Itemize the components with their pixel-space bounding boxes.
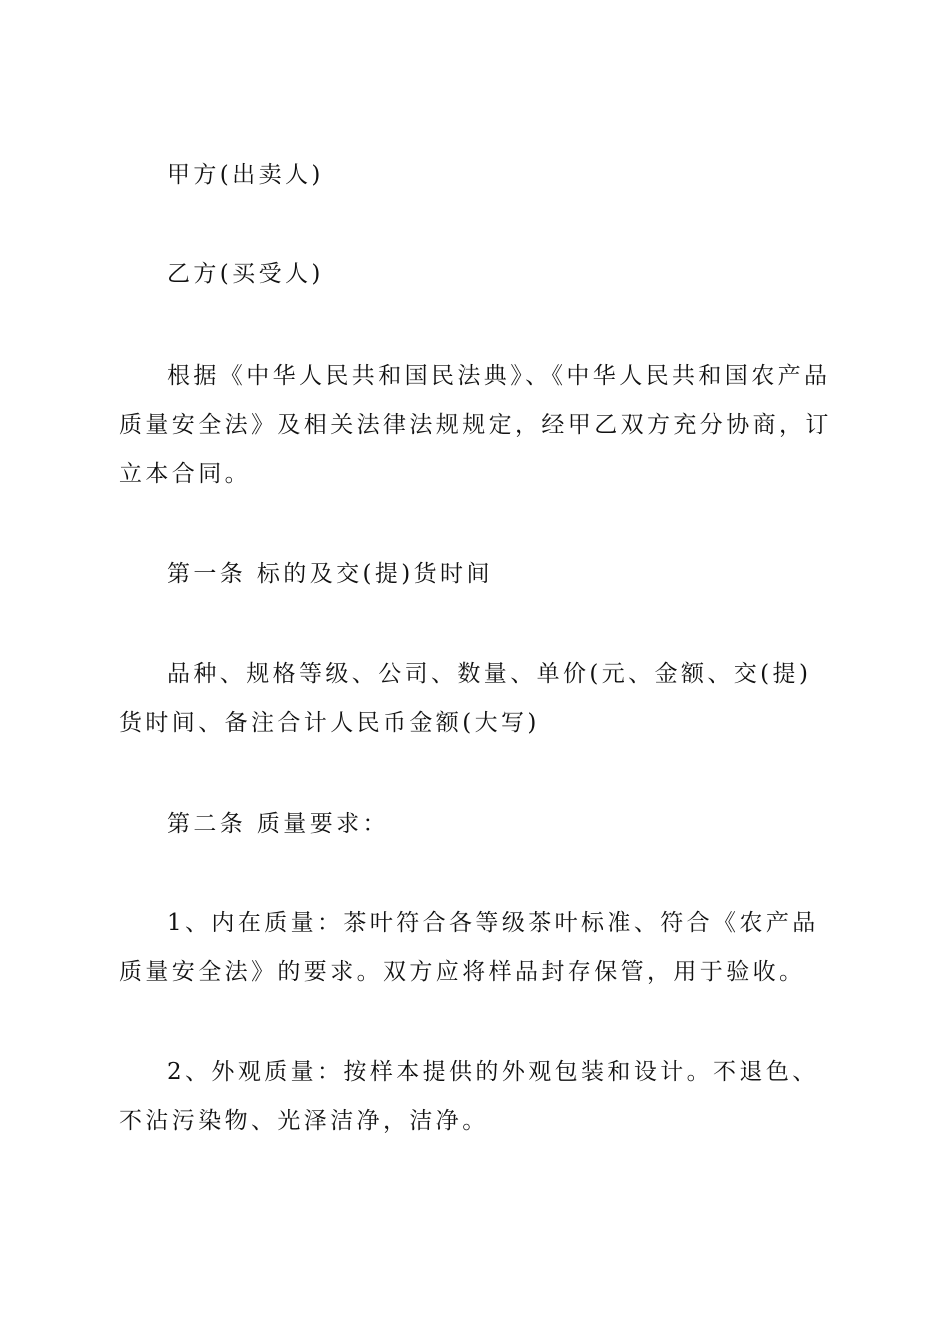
article-2-item-2: 2、外观质量：按样本提供的外观包装和设计。不退色、不沾污染物、光泽洁净，洁净。	[119, 1059, 819, 1134]
party-a-line: 甲方(出卖人)	[167, 162, 324, 188]
party-b-line: 乙方(买受人)	[167, 261, 324, 287]
article-1-heading: 第一条 标的及交(提)货时间	[167, 561, 493, 587]
article-2-item-1: 1、内在质量：茶叶符合各等级茶叶标准、符合《农产品质量安全法》的要求。双方应将样品封存保管，用于验收。	[119, 910, 819, 985]
article-2-heading: 第二条 质量要求：	[167, 811, 389, 837]
article-1-body: 品种、规格等级、公司、数量、单价(元、金额、交(提)货时间、备注合计人民币金额(大写)	[119, 661, 812, 736]
preamble-paragraph: 根据《中华人民共和国民法典》、《中华人民共和国农产品质量安全法》及相关法律法规规定，经甲乙双方充分协商，订立本合同。	[119, 363, 832, 487]
